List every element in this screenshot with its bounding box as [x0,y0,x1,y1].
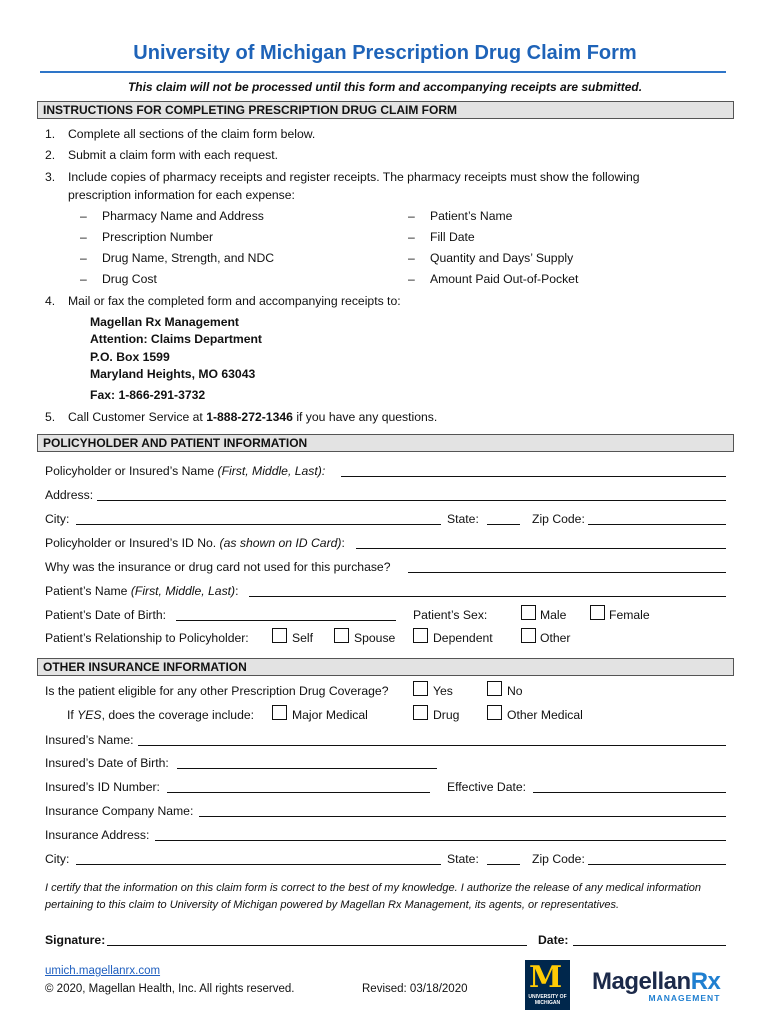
step-5-post: if you have any questions. [296,410,438,424]
list-item: Pharmacy Name and Address [102,209,264,223]
patient-name-field[interactable] [249,585,726,597]
policyholder-id-colon: : [341,536,345,550]
coverage-yes-emphasis: YES [77,708,102,722]
copyright: © 2020, Magellan Health, Inc. All rights reserved. [45,983,295,995]
policyholder-id-field[interactable] [356,537,726,549]
city-field[interactable] [76,513,441,525]
patient-sex-label: Patient’s Sex: [413,608,488,622]
zip-label: Zip Code: [532,512,585,526]
state-label: State: [447,512,479,526]
submission-notice: This claim will not be processed until this form and accompanying receipts are submitted. [127,80,643,94]
step-1-text: Complete all sections of the claim form below. [68,127,316,141]
card-not-used-label: Why was the insurance or drug card not used for this purchase? [45,560,391,574]
list-item: Patient’s Name [430,209,513,223]
patient-name-colon: : [235,584,239,598]
list-item: Fill Date [430,230,475,244]
zip-field[interactable] [588,513,726,525]
list-dash: – [408,209,415,223]
policyholder-header: POLICYHOLDER AND PATIENT INFORMATION [37,434,734,452]
female-label: Female [609,608,650,622]
step-2-text: Submit a claim form with each request. [68,148,278,162]
eligible-label: Is the patient eligible for any other Prescription Drug Coverage? [45,684,389,698]
spouse-checkbox[interactable] [334,628,349,643]
customer-service-phone: 1-888-272-1346 [206,410,293,424]
dependent-checkbox[interactable] [413,628,428,643]
revised-date: Revised: 03/18/2020 [362,983,468,995]
magellan-rx: Rx [690,968,721,995]
address-field[interactable] [97,489,726,501]
certification-statement: I certify that the information on this claim form is correct to the best of my knowledge. I authorize the release of any medical information pertaining to this claim to University of Michigan powered by Magellan Rx Management, its agents, or representatives. [45,882,702,911]
insured-dob-field[interactable] [177,757,437,769]
step-number-4: 4. [45,294,56,308]
major-medical-label: Major Medical [292,708,368,722]
policyholder-id-hint: (as shown on ID Card) [219,536,342,550]
policyholder-name-field[interactable] [341,465,726,477]
card-not-used-field[interactable] [408,561,726,573]
list-dash: – [80,230,87,244]
magellan-name: Magellan [592,968,691,995]
date-label: Date: [538,933,569,947]
male-label: Male [540,608,567,622]
coverage-include-text: , does the coverage include: [101,708,255,722]
mail-address-line: Magellan Rx Management [90,315,239,329]
effective-date-field[interactable] [533,781,726,793]
other-insurance-header: OTHER INSURANCE INFORMATION [37,658,734,676]
um-wordmark: UNIVERSITY OF MICHIGAN [528,994,567,1006]
list-item: Prescription Number [102,230,214,244]
university-of-michigan-logo [525,960,570,1010]
relationship-label: Patient’s Relationship to Policyholder: [45,631,249,645]
spouse-label: Spouse [354,631,396,645]
policyholder-name-label [45,464,325,478]
magellan-management: MANAGEMENT [648,993,721,1003]
address-label: Address: [45,488,94,502]
insured-id-label: Insured’s ID Number: [45,780,160,794]
mail-address-line: Maryland Heights, MO 63043 [90,367,256,381]
ins-city-label: City: [45,852,70,866]
policyholder-name-label-text: Policyholder or Insured’s Name [45,464,215,478]
dependent-label: Dependent [433,631,493,645]
state-field[interactable] [487,513,520,525]
other-medical-label: Other Medical [507,708,583,722]
website-link[interactable]: umich.magellanrx.com [45,965,161,977]
instructions-header: INSTRUCTIONS FOR COMPLETING PRESCRIPTION DRUG CLAIM FORM [37,101,734,119]
other-relationship-label: Other [540,631,571,645]
step-number-1: 1. [45,127,56,141]
insured-name-field[interactable] [138,734,726,746]
self-label: Self [292,631,314,645]
major-medical-checkbox[interactable] [272,705,287,720]
list-dash: – [408,272,415,286]
ins-state-label: State: [447,852,479,866]
step-5-text [68,410,437,424]
list-dash: – [408,230,415,244]
effective-date-label: Effective Date: [447,780,527,794]
fax-number: Fax: 1-866-291-3732 [90,388,206,402]
list-dash: – [80,209,87,223]
list-dash: – [80,251,87,265]
step-number-2: 2. [45,148,56,162]
ins-zip-field[interactable] [588,853,726,865]
step-4-text: Mail or fax the completed form and accompanying receipts to: [68,294,401,308]
list-item: Drug Cost [102,272,157,286]
policyholder-id-label [45,536,345,550]
ins-state-field[interactable] [487,853,520,865]
step-3-text-cont: prescription information for each expense: [68,188,295,202]
step-number-3: 3. [45,170,56,184]
eligible-yes-label: Yes [433,684,453,698]
self-checkbox[interactable] [272,628,287,643]
patient-dob-field[interactable] [176,609,396,621]
step-5-pre: Call Customer Service at [68,410,203,424]
eligible-yes-checkbox[interactable] [413,681,428,696]
title-divider [40,71,726,73]
other-medical-checkbox[interactable] [487,705,502,720]
mail-address-line: Attention: Claims Department [90,332,262,346]
ins-zip-label: Zip Code: [532,852,585,866]
magellan-rx-logo [592,968,720,1003]
patient-dob-label: Patient’s Date of Birth: [45,608,167,622]
signature-field[interactable] [107,934,527,946]
female-checkbox[interactable] [590,605,605,620]
drug-label: Drug [433,708,460,722]
eligible-no-checkbox[interactable] [487,681,502,696]
drug-checkbox[interactable] [413,705,428,720]
insurance-address-field[interactable] [155,829,726,841]
step-number-5: 5. [45,410,56,424]
list-item: Drug Name, Strength, and NDC [102,251,275,265]
insured-dob-label: Insured’s Date of Birth: [45,756,169,770]
coverage-if: If [67,708,74,722]
insured-id-field[interactable] [167,781,430,793]
male-checkbox[interactable] [521,605,536,620]
policyholder-id-label-text: Policyholder or Insured’s ID No. [45,536,217,550]
step-3-text: Include copies of pharmacy receipts and register receipts. The pharmacy receipts must show the following [68,170,640,184]
form-title: University of Michigan Prescription Drug Claim Form [133,42,637,64]
magellan-wordmark [592,968,720,996]
patient-name-hint: (First, Middle, Last) [130,584,236,598]
insured-name-label: Insured’s Name: [45,733,134,747]
um-block-m: M [529,960,563,995]
ins-city-field[interactable] [76,853,441,865]
other-relationship-checkbox[interactable] [521,628,536,643]
list-item: Amount Paid Out-of-Pocket [430,272,579,286]
signature-label: Signature: [45,933,106,947]
patient-name-label-text: Patient’s Name [45,584,128,598]
coverage-include-label [67,708,254,722]
insurance-company-label: Insurance Company Name: [45,804,194,818]
policyholder-name-hint: (First, Middle, Last): [217,464,326,478]
date-field[interactable] [573,934,726,946]
eligible-no-label: No [507,684,523,698]
patient-name-label [45,584,239,598]
list-dash: – [80,272,87,286]
list-item: Quantity and Days’ Supply [430,251,574,265]
city-label: City: [45,512,70,526]
insurance-address-label: Insurance Address: [45,828,150,842]
insurance-company-field[interactable] [199,805,726,817]
mail-address-line: P.O. Box 1599 [90,350,170,364]
list-dash: – [408,251,415,265]
